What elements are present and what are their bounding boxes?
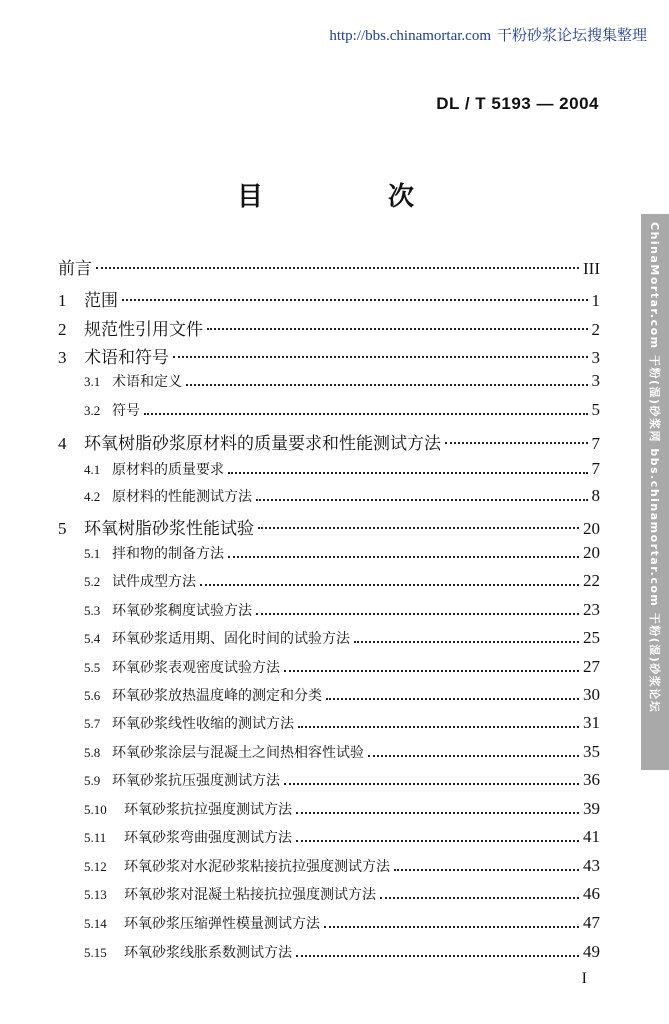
toc-entry-page: 49 xyxy=(583,942,600,961)
toc-entry-number: 1 xyxy=(58,291,67,308)
toc-dot-leader xyxy=(394,869,579,871)
toc-entry[interactable] xyxy=(58,315,600,337)
toc-entry-title: 环氧砂浆放热温度峰的测定和分类 xyxy=(112,688,322,704)
toc-entry-number: 5.11 xyxy=(84,830,107,845)
toc-entry-number: 5.12 xyxy=(84,859,107,874)
toc-entry-number: 5 xyxy=(58,519,67,536)
toc-entry-page: 3 xyxy=(591,348,600,365)
toc-dot-leader xyxy=(445,442,588,444)
toc-entry-number: 5.3 xyxy=(84,603,101,618)
toc-entry-page: 20 xyxy=(583,519,600,536)
toc-entry[interactable] xyxy=(58,429,600,451)
toc-entry-number: 5.15 xyxy=(84,945,107,960)
toc-entry-number: 5.7 xyxy=(84,716,101,731)
toc-entry-title: 试件成型方法 xyxy=(112,574,196,590)
toc-entry-page: 35 xyxy=(583,742,600,761)
toc-entry[interactable] xyxy=(84,884,600,906)
toc-dot-leader xyxy=(284,783,579,785)
header-site-note: 干粉砂浆论坛搜集整理 xyxy=(496,26,647,44)
toc-entry[interactable] xyxy=(58,514,600,536)
toc-entry-page: 36 xyxy=(583,770,600,789)
toc-entry-page: III xyxy=(583,259,600,276)
toc-entry-page: 8 xyxy=(591,486,600,505)
toc-entry-title: 环氧砂浆对水泥砂浆粘接抗拉强度测试方法 xyxy=(124,859,390,875)
toc-entry-page: 2 xyxy=(591,320,600,337)
toc-dot-leader xyxy=(296,840,579,842)
toc-entry-title: 环氧砂浆弯曲强度测试方法 xyxy=(124,830,292,846)
toc-entry[interactable] xyxy=(58,254,600,276)
toc-entry-number: 4.2 xyxy=(84,489,101,504)
toc-entry[interactable] xyxy=(58,286,600,308)
toc-entry-page: 39 xyxy=(583,799,600,818)
toc-entry[interactable] xyxy=(84,799,600,821)
toc-entry-number: 5.13 xyxy=(84,887,107,902)
toc-entry-number: 3.1 xyxy=(84,374,101,389)
toc-entry-title: 范围 xyxy=(84,291,118,308)
toc-title: 目 次 xyxy=(236,182,473,212)
toc-entry[interactable] xyxy=(84,770,600,792)
page-number: I xyxy=(581,970,587,987)
toc-entry-title: 原材料的质量要求 xyxy=(112,462,224,478)
toc-dot-leader xyxy=(354,641,579,643)
document-code: DL / T 5193 — 2004 xyxy=(436,94,599,113)
toc-entry[interactable] xyxy=(84,459,600,481)
toc-entry-title: 环氧砂浆稠度试验方法 xyxy=(112,603,252,619)
toc-dot-leader xyxy=(296,812,579,814)
toc-entry[interactable] xyxy=(84,742,600,764)
toc-dot-leader xyxy=(284,670,579,672)
toc-dot-leader xyxy=(326,698,579,700)
toc-entry-page: 46 xyxy=(583,884,600,903)
toc-entry[interactable] xyxy=(84,543,600,565)
toc-entry[interactable] xyxy=(84,856,600,878)
header-url[interactable] xyxy=(329,24,647,45)
toc-entry[interactable] xyxy=(84,628,600,650)
toc-entry-title: 前言 xyxy=(58,259,92,276)
toc-entry-number: 5.1 xyxy=(84,546,101,561)
toc-dot-leader xyxy=(380,897,579,899)
toc-entry[interactable] xyxy=(84,657,600,679)
toc-entry-title: 环氧砂浆表观密度试验方法 xyxy=(112,660,280,676)
toc-entry[interactable] xyxy=(84,942,600,964)
toc-entry-page: 43 xyxy=(583,856,600,875)
side-watermark-text: ChinaMortar.com 干粉(湿)砂浆网 bbs.chinamortar.com 干粉(湿)砂浆论坛 xyxy=(648,222,661,714)
toc-entry-number: 5.4 xyxy=(84,631,101,646)
toc-dot-leader xyxy=(368,755,579,757)
toc-entry[interactable] xyxy=(84,400,600,422)
toc-dot-leader xyxy=(200,584,579,586)
toc-entry-page: 3 xyxy=(591,371,600,390)
toc-entry-page: 23 xyxy=(583,600,600,619)
toc-entry-title: 规范性引用文件 xyxy=(84,320,203,337)
toc-entry[interactable] xyxy=(84,713,600,735)
toc-entry-title: 环氧砂浆涂层与混凝土之间热相容性试验 xyxy=(112,745,364,761)
toc-entry-page: 31 xyxy=(583,713,600,732)
toc-entry-title: 环氧树脂砂浆性能试验 xyxy=(84,519,254,536)
toc-entry-number: 5.9 xyxy=(84,773,101,788)
toc-dot-leader xyxy=(228,556,579,558)
toc-entry-number: 5.14 xyxy=(84,916,107,931)
toc-dot-leader xyxy=(298,726,579,728)
toc-entry-title: 环氧砂浆对混凝土粘接抗拉强度测试方法 xyxy=(124,887,376,903)
toc-dot-leader xyxy=(96,267,579,269)
toc-entry-title: 环氧砂浆适用期、固化时间的试验方法 xyxy=(112,631,350,647)
side-watermark-tab xyxy=(641,214,669,770)
toc-dot-leader xyxy=(324,926,579,928)
toc-dot-leader xyxy=(256,613,579,615)
toc-entry-title: 环氧砂浆线胀系数测试方法 xyxy=(124,945,292,961)
header-url-link[interactable]: http://bbs.chinamortar.com xyxy=(329,28,491,44)
toc-entry[interactable] xyxy=(84,685,600,707)
toc-dot-leader xyxy=(258,527,579,529)
toc-entry-page: 7 xyxy=(591,434,600,451)
toc-dot-leader xyxy=(144,413,588,415)
toc-entry-title: 术语和定义 xyxy=(112,374,182,390)
toc-entry[interactable] xyxy=(58,343,600,365)
toc-entry[interactable] xyxy=(84,571,600,593)
toc-dot-leader xyxy=(296,955,579,957)
toc-dot-leader xyxy=(186,384,588,386)
toc-dot-leader xyxy=(256,499,588,501)
toc-entry-title: 环氧砂浆抗拉强度测试方法 xyxy=(124,802,292,818)
toc-entry-title: 符号 xyxy=(112,403,140,419)
toc-dot-leader xyxy=(207,328,588,330)
toc-entry-number: 4.1 xyxy=(84,462,101,477)
toc-entry[interactable] xyxy=(84,371,600,393)
toc-entry-page: 5 xyxy=(591,400,600,419)
toc-entry-page: 22 xyxy=(583,571,600,590)
toc-entry-title: 术语和符号 xyxy=(84,348,169,365)
toc-entry-page: 1 xyxy=(591,291,600,308)
toc-entry-number: 3 xyxy=(58,348,67,365)
toc-entry-title: 拌和物的制备方法 xyxy=(112,546,224,562)
toc-dot-leader xyxy=(173,356,588,358)
toc-entry-number: 5.8 xyxy=(84,745,101,760)
toc-entry-number: 5.5 xyxy=(84,660,101,675)
toc-entry-page: 41 xyxy=(583,827,600,846)
toc-entry-page: 25 xyxy=(583,628,600,647)
toc-entry[interactable] xyxy=(84,486,600,508)
toc-entry-page: 30 xyxy=(583,685,600,704)
toc-entry-number: 5.10 xyxy=(84,802,107,817)
toc-entry-title: 环氧树脂砂浆原材料的质量要求和性能测试方法 xyxy=(84,434,441,451)
toc-entry-page: 47 xyxy=(583,913,600,932)
toc-entry-page: 20 xyxy=(583,543,600,562)
toc-entry-number: 2 xyxy=(58,320,67,337)
toc-entry-title: 环氧砂浆线性收缩的测试方法 xyxy=(112,716,294,732)
toc-entry-page: 7 xyxy=(591,459,600,478)
toc-entry[interactable] xyxy=(84,600,600,622)
toc-dot-leader xyxy=(228,472,588,474)
toc-entry-title: 环氧砂浆压缩弹性模量测试方法 xyxy=(124,916,320,932)
toc-entry-page: 27 xyxy=(583,657,600,676)
toc-entry-number: 5.6 xyxy=(84,688,101,703)
toc-entry-number: 4 xyxy=(58,434,67,451)
toc-entry-number: 3.2 xyxy=(84,403,101,418)
toc-entry[interactable] xyxy=(84,827,600,849)
toc-entry-title: 原材料的性能测试方法 xyxy=(112,489,252,505)
toc-dot-leader xyxy=(122,299,588,301)
toc-entry[interactable] xyxy=(84,913,600,935)
toc-entry-title: 环氧砂浆抗压强度测试方法 xyxy=(112,773,280,789)
toc-entry-number: 5.2 xyxy=(84,574,101,589)
